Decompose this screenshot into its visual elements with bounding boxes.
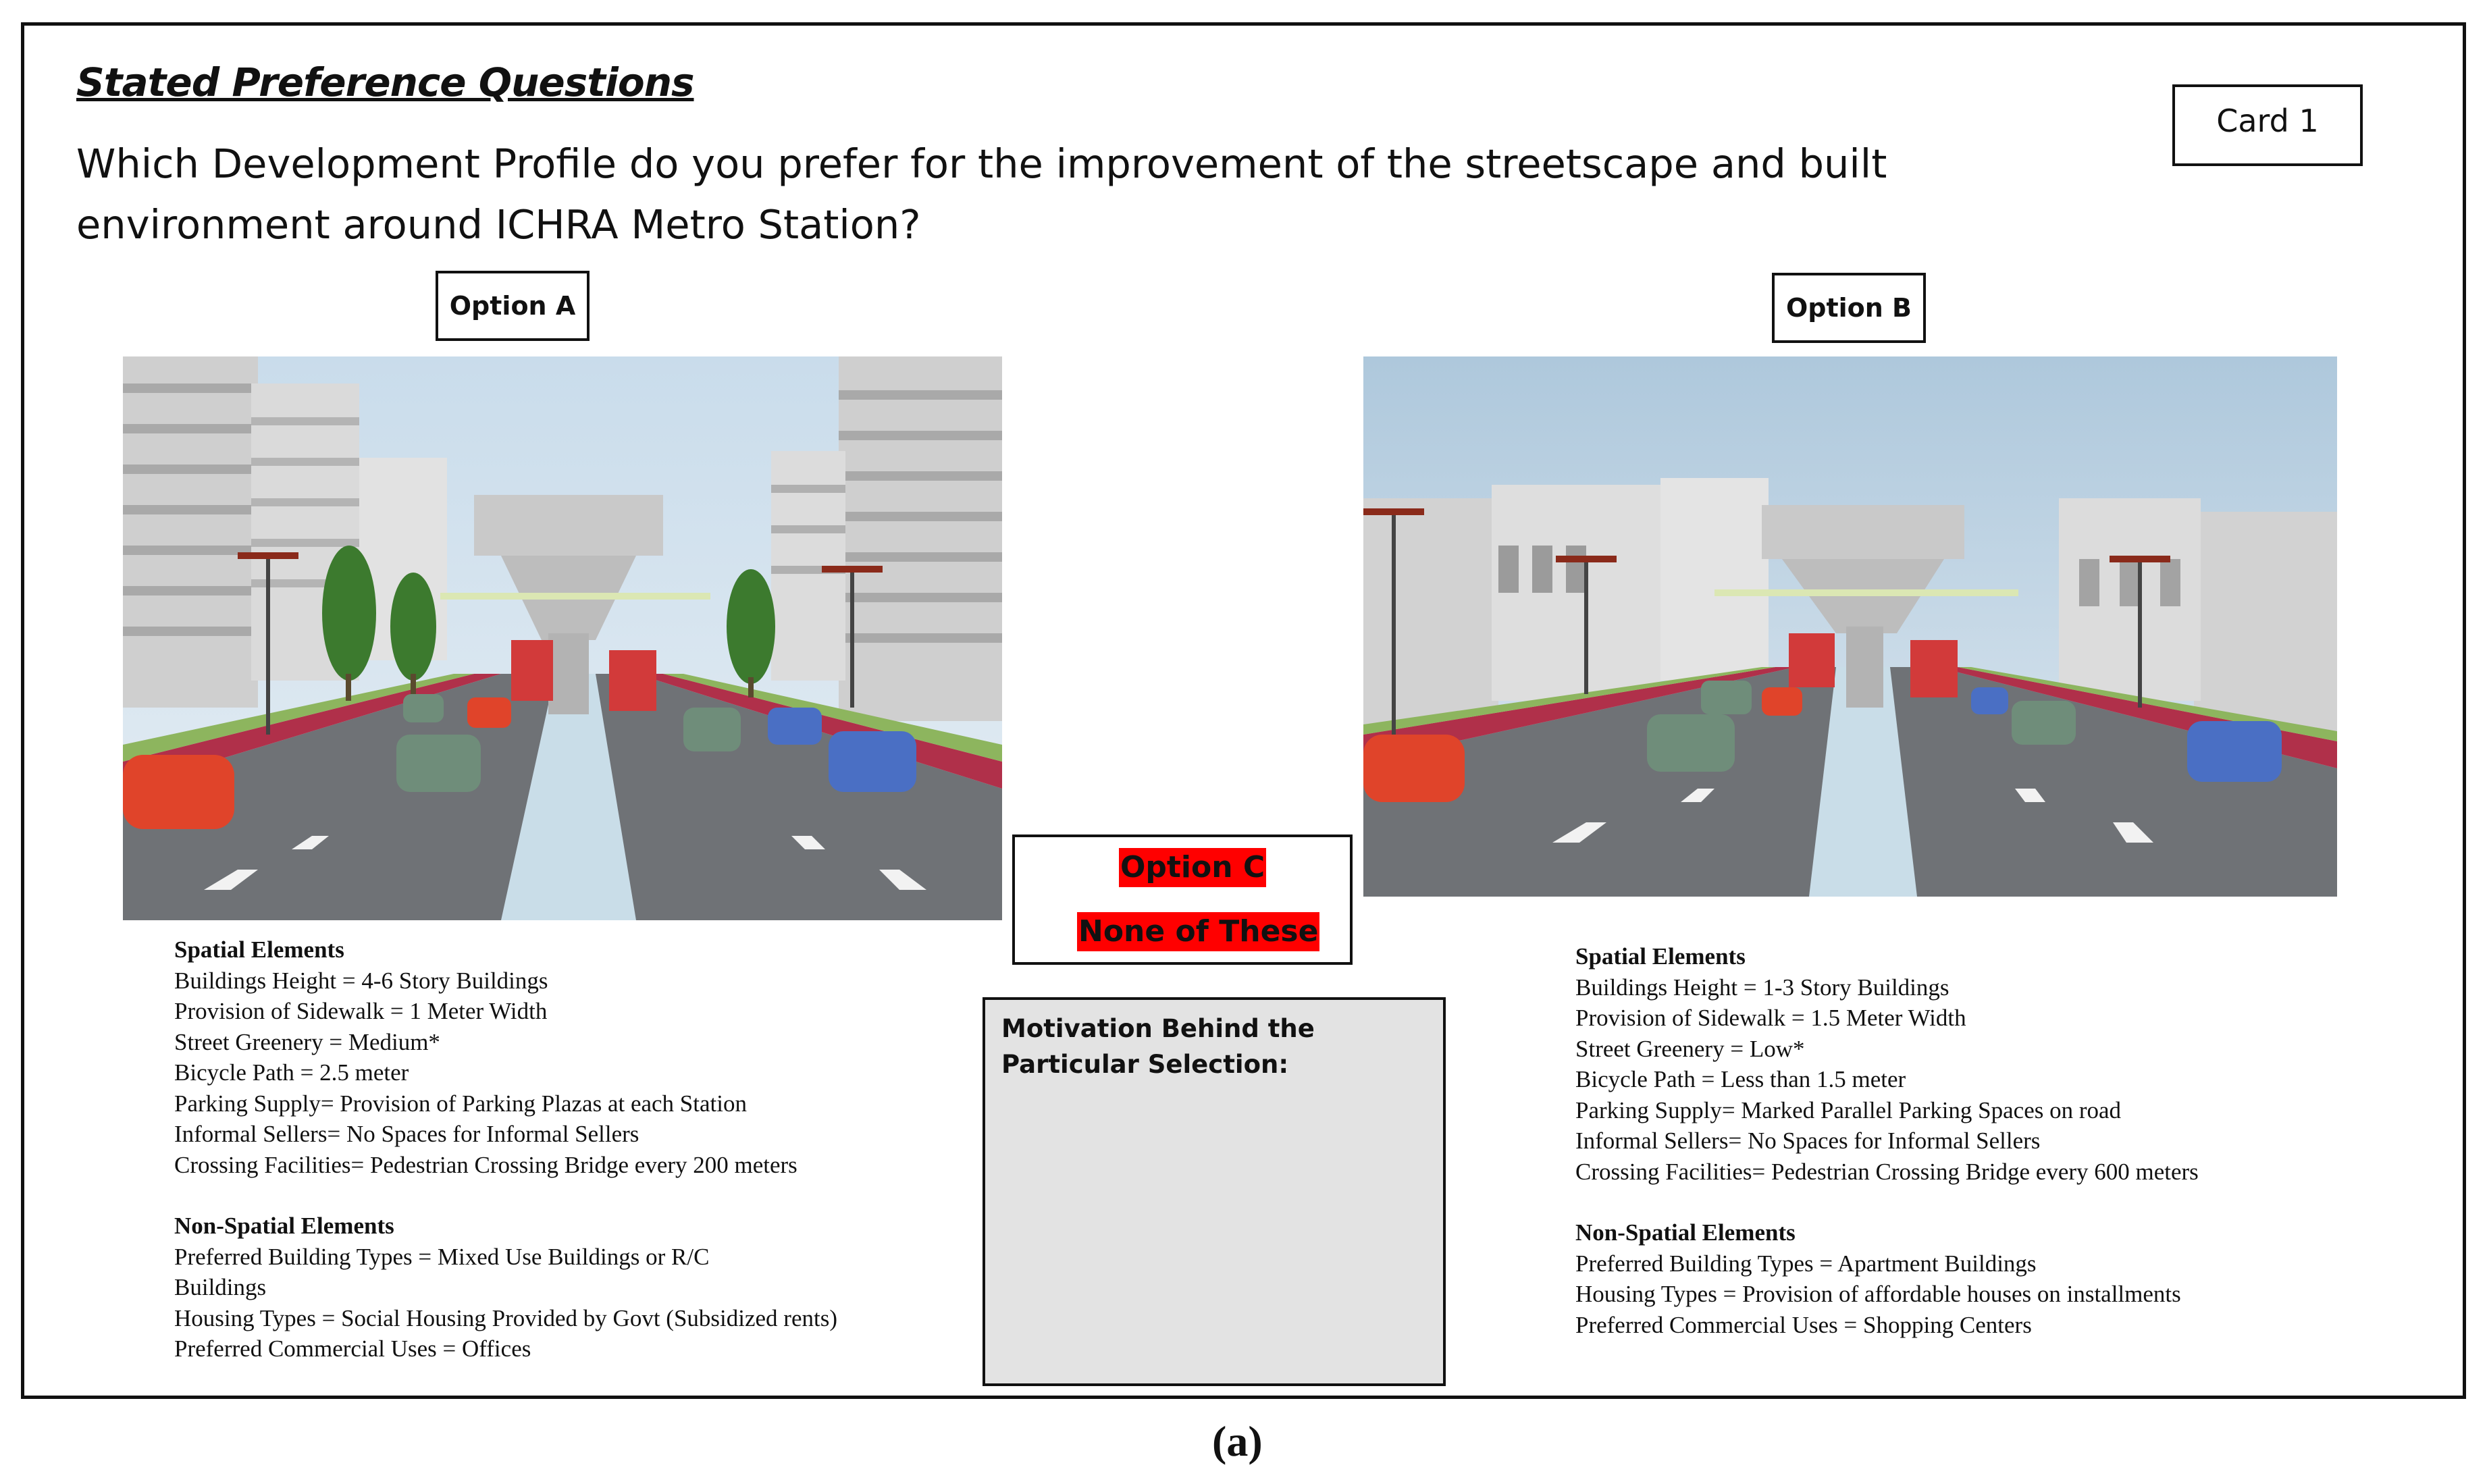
spacer: [174, 1180, 870, 1211]
option-c-none-text: None of These: [1077, 912, 1319, 951]
card-number-label: Card 1: [2216, 102, 2319, 139]
option-b-nonspatial-item: Housing Types = Provision of affordable houses on installments: [1575, 1281, 2181, 1307]
option-a-streetscape-image[interactable]: [123, 356, 1002, 920]
option-a-nonspatial-item: Housing Types = Social Housing Provided by Govt (Subsidized rents): [174, 1304, 837, 1331]
option-b-spatial-heading: Spatial Elements: [1575, 943, 1746, 970]
option-b-attributes: [1575, 941, 2318, 1340]
option-a-spatial-item: Street Greenery = Medium*: [174, 1028, 440, 1055]
option-b-spatial-item: Buildings Height = 1-3 Story Buildings: [1575, 974, 1949, 1001]
option-a-spatial-item: Bicycle Path = 2.5 meter: [174, 1059, 409, 1086]
page-title: Stated Preference Questions: [76, 59, 694, 105]
option-b-spatial-item: Informal Sellers= No Spaces for Informal Sellers: [1575, 1128, 2041, 1154]
option-b-nonspatial-item: Preferred Building Types = Apartment Buildings: [1575, 1250, 2037, 1277]
option-b-spatial-item: Crossing Facilities= Pedestrian Crossing Bridge every 600 meters: [1575, 1158, 2199, 1185]
option-b-nonspatial-heading: Non-Spatial Elements: [1575, 1219, 1796, 1246]
option-a-nonspatial-item: Preferred Building Types = Mixed Use Buildings or R/C Buildings: [174, 1243, 710, 1300]
option-a-attributes: [174, 934, 870, 1364]
question-text: Which Development Profile do you prefer for the improvement of the streetscape and built environment around ICHRA Metro Station?: [76, 140, 1887, 248]
option-a-spatial-item: Provision of Sidewalk = 1 Meter Width: [174, 998, 548, 1024]
option-a-spatial-item: Parking Supply= Provision of Parking Plazas at each Station: [174, 1090, 747, 1117]
card-number-box: [2172, 84, 2363, 166]
option-a-render: [123, 356, 1002, 920]
option-a-label[interactable]: Option A: [436, 271, 590, 341]
option-b-spatial-item: Parking Supply= Marked Parallel Parking Spaces on road: [1575, 1096, 2122, 1123]
motivation-label: Motivation Behind the Particular Selection:: [1001, 1014, 1315, 1079]
option-a-nonspatial-item: Preferred Commercial Uses = Offices: [174, 1335, 531, 1362]
option-a-spatial-item: Buildings Height = 4-6 Story Buildings: [174, 967, 548, 994]
option-b-nonspatial-item: Preferred Commercial Uses = Shopping Centers: [1575, 1311, 2032, 1338]
option-b-label[interactable]: Option B: [1772, 273, 1926, 343]
option-c-label: Option C: [1119, 848, 1266, 887]
option-b-spatial-item: Street Greenery = Low*: [1575, 1035, 1805, 1062]
spacer: [1575, 1187, 2318, 1217]
option-b-spatial-item: Bicycle Path = Less than 1.5 meter: [1575, 1066, 1906, 1092]
option-a-spatial-heading: Spatial Elements: [174, 936, 344, 963]
option-a-spatial-item: Informal Sellers= No Spaces for Informal Sellers: [174, 1121, 639, 1147]
option-b-spatial-item: Provision of Sidewalk = 1.5 Meter Width: [1575, 1005, 1966, 1031]
option-b-render: [1363, 356, 2337, 897]
option-a-spatial-item: Crossing Facilities= Pedestrian Crossing Bridge every 200 meters: [174, 1151, 797, 1178]
option-a-nonspatial-heading: Non-Spatial Elements: [174, 1213, 394, 1239]
option-b-streetscape-image[interactable]: [1363, 356, 2337, 897]
option-c-box[interactable]: [1012, 834, 1353, 965]
caption-text: (a): [1212, 1417, 1263, 1465]
motivation-textbox[interactable]: [983, 997, 1446, 1386]
figure-caption: [1212, 1416, 1263, 1466]
